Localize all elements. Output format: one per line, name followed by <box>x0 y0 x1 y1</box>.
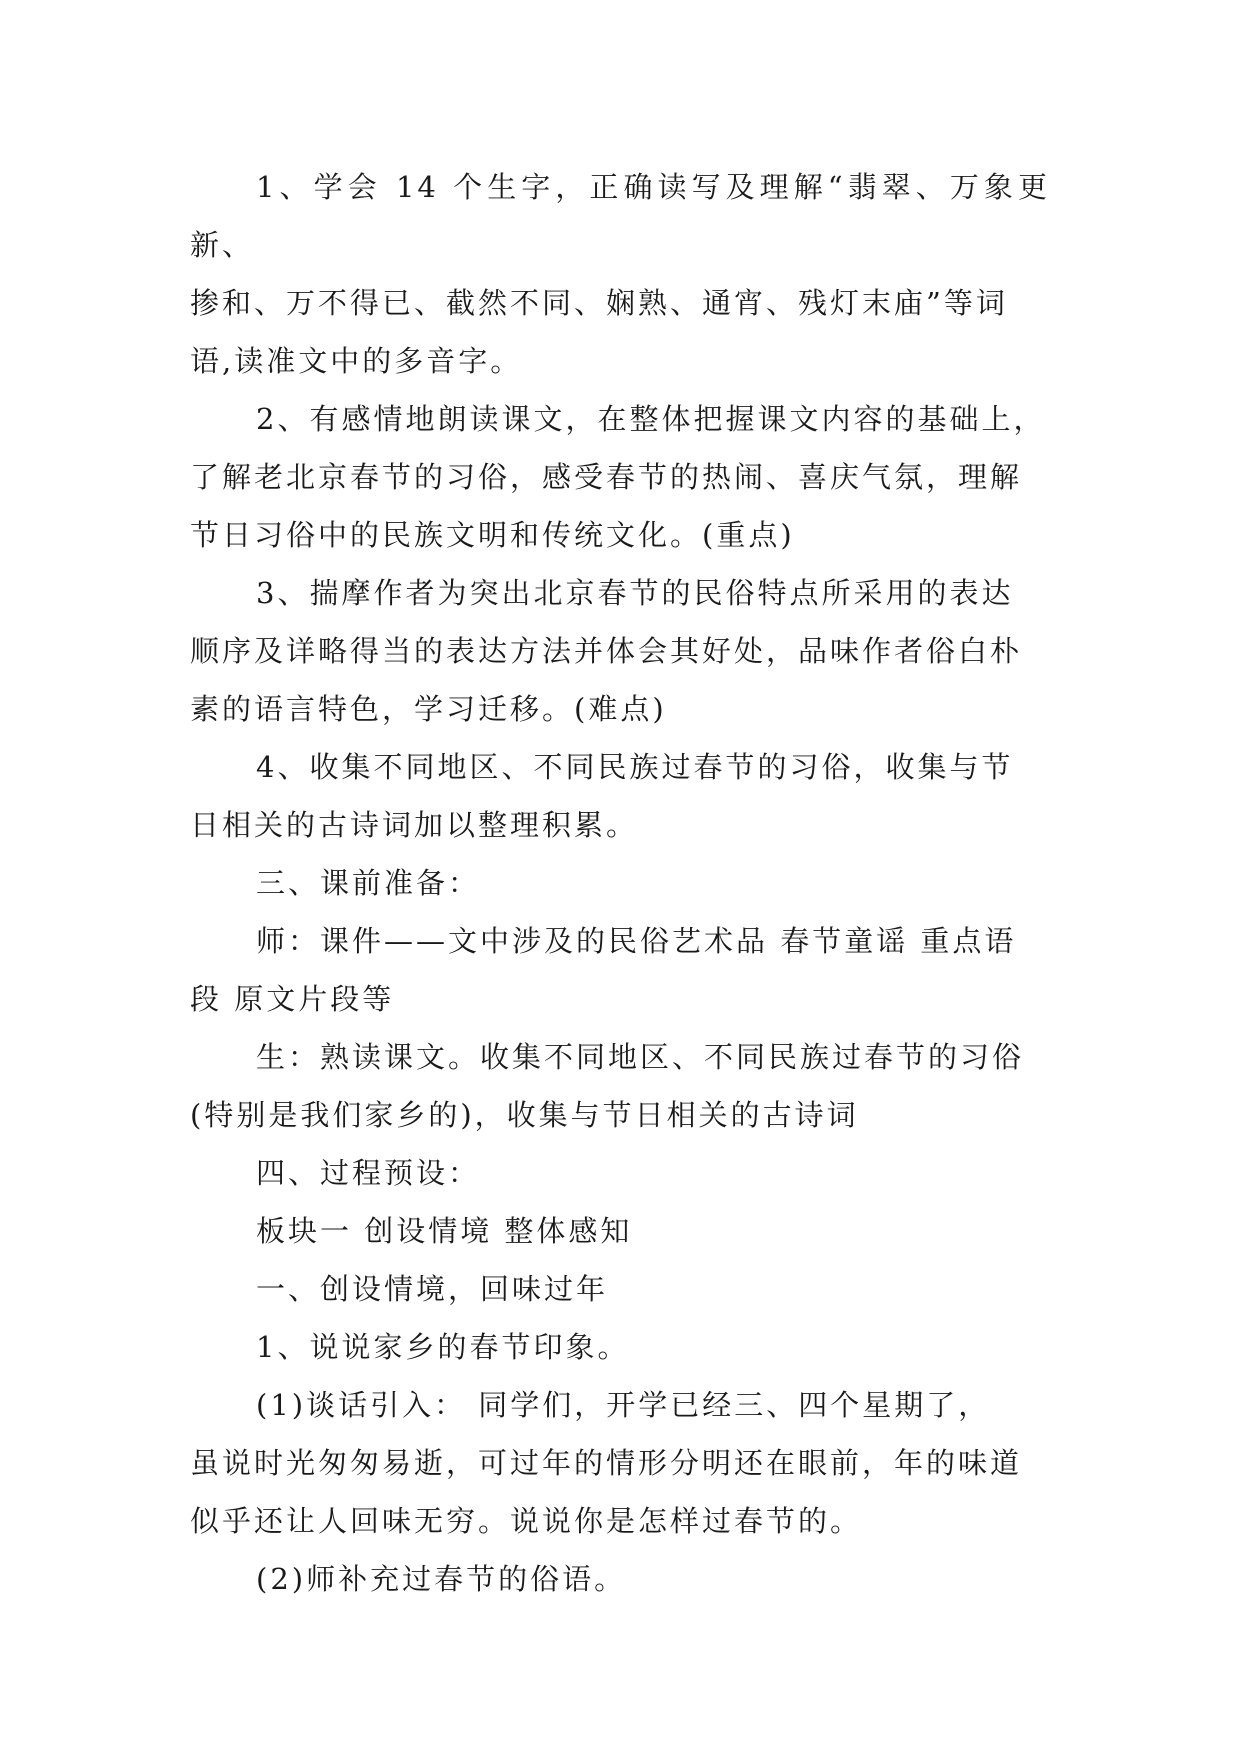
text-line: 段 原文片段等 <box>190 982 395 1016</box>
text-line: 素的语言特色，学习迁移。(难点) <box>190 692 667 726</box>
intro-talk-paragraph <box>190 1376 1050 1550</box>
subsection-heading <box>190 1260 1050 1318</box>
objective-3-paragraph <box>190 564 1050 738</box>
objective-1-paragraph <box>190 158 1050 390</box>
section-heading-process <box>190 1144 1050 1202</box>
text-line: (2)师补充过春节的俗语。 <box>256 1562 627 1596</box>
text-line: 生：熟读课文。收集不同地区、不同民族过春节的习俗 <box>256 1040 1025 1074</box>
step-heading <box>190 1318 1050 1376</box>
text-line: 了解老北京春节的习俗，感受春节的热闹、喜庆气氛，理解 <box>190 460 1023 494</box>
text-line: (1)谈话引入： 同学们，开学已经三、四个星期了， <box>256 1388 991 1422</box>
text-line: 师：课件——文中涉及的民俗艺术品 春节童谣 重点语 <box>256 924 1017 958</box>
text-line: 一、创设情境，回味过年 <box>256 1272 609 1306</box>
text-line: 四、过程预设： <box>256 1156 481 1190</box>
text-line: 顺序及详略得当的表达方法并体会其好处，品味作者俗白朴 <box>190 634 1023 668</box>
text-line: 3、揣摩作者为突出北京春节的民俗特点所采用的表达 <box>256 576 1014 610</box>
teacher-preparation-paragraph <box>190 912 1050 1028</box>
text-line: 语,读准文中的多音字。 <box>190 344 523 378</box>
text-line: 三、课前准备： <box>256 866 481 900</box>
objective-2-paragraph <box>190 390 1050 564</box>
text-line: 1、学会 14 个生字，正确读写及理解“翡翠、万象更新、 <box>190 170 1050 262</box>
text-line: 4、收集不同地区、不同民族过春节的习俗，收集与节 <box>256 750 1014 784</box>
section-heading-preparation <box>190 854 1050 912</box>
text-line: 日相关的古诗词加以整理积累。 <box>190 808 639 842</box>
text-line: 节日习俗中的民族文明和传统文化。(重点) <box>190 518 795 552</box>
text-line: 似乎还让人回味无穷。说说你是怎样过春节的。 <box>190 1504 863 1538</box>
text-line: 掺和、万不得已、截然不同、娴熟、通宵、残灯末庙”等词 <box>190 286 1008 320</box>
block-heading <box>190 1202 1050 1260</box>
text-line: 板块一 创设情境 整体感知 <box>256 1214 633 1248</box>
text-line: 虽说时光匆匆易逝，可过年的情形分明还在眼前，年的味道 <box>190 1446 1023 1480</box>
objective-4-paragraph <box>190 738 1050 854</box>
student-preparation-paragraph <box>190 1028 1050 1144</box>
supplement-paragraph <box>190 1550 1050 1608</box>
text-line: 1、说说家乡的春节印象。 <box>256 1330 630 1364</box>
text-line: 2、有感情地朗读课文，在整体把握课文内容的基础上， <box>256 402 1046 436</box>
text-line: (特别是我们家乡的)，收集与节日相关的古诗词 <box>190 1098 859 1132</box>
document-page <box>190 158 1050 1608</box>
